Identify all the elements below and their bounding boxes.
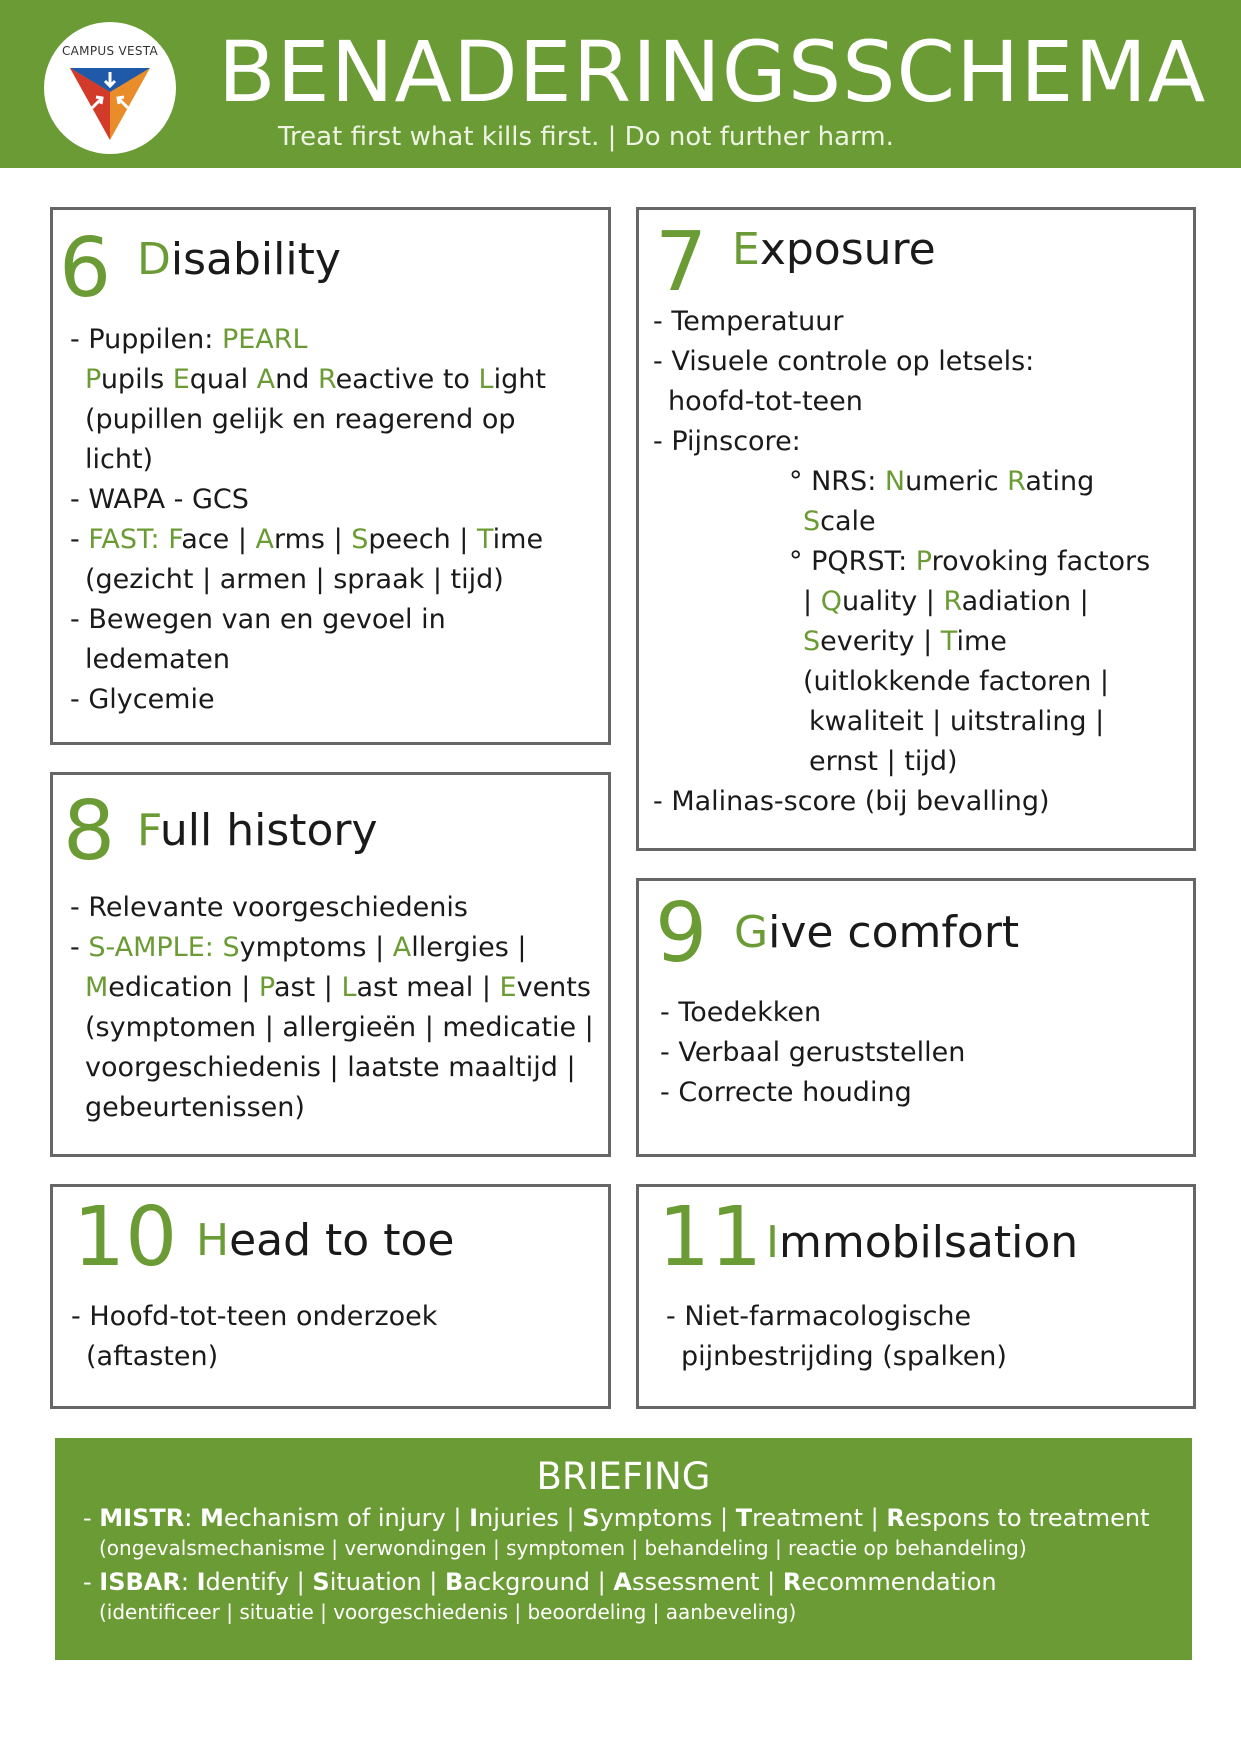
text-run: FAST: F [88,524,182,555]
card-body [653,302,1150,822]
text-run: eactive to [335,364,479,395]
text-run: ight [493,364,546,395]
text-run: ast | [274,972,342,1003]
card-title: Give comfort [734,907,1020,958]
text-run: PEARL [221,324,308,355]
text-run: P [85,364,101,395]
text-run: ° [789,546,812,577]
text-run: - Niet-farmacologische [666,1301,972,1332]
card-exposure [636,207,1196,851]
card-line [666,1297,1007,1337]
text-run: vents [516,972,591,1003]
card-line [71,1297,437,1337]
text-run: njuries | [478,1504,583,1532]
campus-vesta-logo [44,22,176,154]
text-run: pijnbestrijding (spalken) [681,1341,1007,1372]
text-run: ime [492,524,544,555]
text-run: S-AMPLE: S [88,932,240,963]
card-line [653,382,1150,422]
card-line [70,320,546,360]
text-run: ernst | tijd) [809,746,958,777]
text-run: S [803,626,821,657]
text-run: R [886,1504,905,1532]
card-line [653,542,1150,582]
card-line [653,662,1150,702]
text-run: umeric [905,466,1008,497]
text-run: S [312,1568,330,1596]
text-run: P [915,546,932,577]
text-run: - [83,1504,100,1532]
text-run: - Visuele controle op letsels: [653,346,1035,377]
card-line [653,422,1150,462]
text-run: - [83,1568,100,1596]
card-full-history [50,772,611,1157]
text-run: ace | [181,524,256,555]
text-run: I [469,1504,478,1532]
card-title: Full history [137,805,378,856]
briefing-panel [55,1438,1192,1660]
card-body [70,320,546,720]
card-line [70,968,594,1008]
text-run: everity | [820,626,941,657]
page-subtitle: Treat first what kills first. | Do not further harm. [278,122,894,152]
text-run: - Puppilen: [70,324,222,355]
card-line [70,520,546,560]
text-run: A [256,364,276,395]
text-run: R [1007,466,1026,497]
text-run: - Correcte houding [660,1077,912,1108]
page-title: BENADERINGSSCHEMA [218,23,1207,121]
card-line [653,462,1150,502]
briefing-isbar-translation: (identificeer | situatie | voorgeschiedenis | beoordeling | aanbeveling) [99,1600,797,1624]
text-run: - Pijnscore: [653,426,801,457]
text-run: ymptoms | [239,932,393,963]
step-number: 10 [73,1190,178,1285]
text-run: hoofd-tot-teen [668,386,863,417]
text-run: A [392,932,412,963]
text-run: ast meal | [356,972,500,1003]
card-line [70,560,546,600]
card-line [660,1073,965,1113]
text-run: edication | [108,972,259,1003]
text-run: T [477,524,493,555]
card-immobilsation [636,1184,1196,1409]
text-run: ledematen [85,644,231,675]
card-line [70,480,546,520]
text-run: kwaliteit | uitstraling | [809,706,1105,737]
card-body [70,888,594,1128]
text-run: B [445,1568,464,1596]
card-line [660,1033,965,1073]
text-run: R [782,1568,802,1596]
card-line [660,993,965,1033]
logo-text: CAMPUS VESTA [61,44,158,58]
text-run: MISTR [99,1504,185,1532]
text-run: licht) [85,444,154,475]
card-title: Disability [137,234,341,285]
text-run: ating [1025,466,1095,497]
card-line [70,440,546,480]
text-run: - Hoofd-tot-teen onderzoek [71,1301,438,1332]
text-run: qual [189,364,257,395]
text-run: voorgeschiedenis | laatste maaltijd | [85,1052,576,1083]
text-run: T [940,626,957,657]
text-run: A [255,524,274,555]
card-line [653,302,1150,342]
text-run: (uitlokkende factoren | [803,666,1110,697]
text-run: : [898,546,916,577]
text-run: S [582,1504,600,1532]
text-run: N [884,466,906,497]
text-run: reatment | [752,1504,887,1532]
card-line [70,360,546,400]
card-title: Immobilsation [766,1217,1079,1268]
text-run: ymptoms | [599,1504,736,1532]
card-line [653,582,1150,622]
briefing-mistr [83,1502,1150,1534]
text-run: uality | [841,586,944,617]
text-run: L [478,364,494,395]
card-give-comfort [636,878,1196,1157]
text-run: nd [275,364,318,395]
text-run: L [341,972,357,1003]
text-run: : [184,1504,200,1532]
card-body [660,993,965,1113]
text-run: upils [100,364,173,395]
step-number: 6 [59,221,112,316]
briefing-isbar [83,1566,997,1598]
text-run: ISBAR [99,1568,181,1596]
card-line [70,640,546,680]
text-run: Q [820,586,842,617]
card-line [653,782,1150,822]
card-line [666,1337,1007,1377]
text-run: : [867,466,885,497]
text-run: I [196,1568,206,1596]
text-run: T [735,1504,753,1532]
text-run: M [85,972,109,1003]
text-run: P [258,972,274,1003]
text-run: S [351,524,369,555]
briefing-title: BRIEFING [536,1455,711,1498]
text-run: - Bewegen van en gevoel in [70,604,446,635]
text-run: - [70,524,89,555]
card-line [70,400,546,440]
text-run: (gezicht | armen | spraak | tijd) [85,564,504,595]
text-run: | [803,586,821,617]
text-run: R [318,364,336,395]
text-run: gebeurtenissen) [85,1092,305,1123]
text-run: adiation | [961,586,1089,617]
card-line [653,502,1150,542]
card-body [666,1297,1007,1377]
text-run: - Toedekken [660,997,822,1028]
text-run: R [943,586,962,617]
card-line [70,680,546,720]
text-run: - Malinas-score (bij bevalling) [653,786,1050,817]
text-run: M [199,1504,224,1532]
text-run: E [172,364,190,395]
text-run: cale [820,506,876,537]
text-run: NRS [811,466,868,497]
text-run: - Temperatuur [653,306,844,337]
text-run: ecommendation [801,1568,997,1596]
text-run: (symptomen | allergieën | medicatie | [85,1012,594,1043]
card-line [70,928,594,968]
card-disability [50,207,611,745]
card-title: Exposure [732,224,936,275]
step-number: 9 [655,886,708,981]
briefing-mistr-translation: (ongevalsmechanisme | verwondingen | symptomen | behandeling | reactie op behandeling) [99,1536,1027,1560]
text-run: ime [956,626,1007,657]
card-line [70,600,546,640]
step-number: 11 [658,1190,763,1285]
card-body [71,1297,437,1377]
text-run: (pupillen gelijk en reagerend op [85,404,516,435]
text-run: - Relevante voorgeschiedenis [70,892,468,923]
text-run: - Verbaal geruststellen [660,1037,966,1068]
logo-triangle-icon [70,64,150,140]
text-run: - Glycemie [70,684,215,715]
text-run: (aftasten) [86,1341,219,1372]
card-line [653,622,1150,662]
text-run: S [803,506,821,537]
card-line [70,1088,594,1128]
card-line [70,1048,594,1088]
card-line [70,1008,594,1048]
text-run: echanism of injury | [223,1504,470,1532]
card-line [70,888,594,928]
text-run: llergies | [411,932,527,963]
text-run: : [180,1568,197,1596]
text-run: ituation | [329,1568,445,1596]
step-number: 7 [655,215,708,310]
text-run: peech | [368,524,477,555]
text-run: E [499,972,517,1003]
text-run: PQRST [811,546,899,577]
text-run: - WAPA - GCS [70,484,249,515]
header-banner [0,0,1241,168]
card-line [71,1337,437,1377]
text-run: rovoking factors [931,546,1151,577]
text-run: ackground | [463,1568,614,1596]
card-title: Head to toe [196,1215,455,1266]
text-run: espons to treatment [904,1504,1150,1532]
text-run: rms | [274,524,352,555]
card-line [653,342,1150,382]
text-run: ssessment | [631,1568,783,1596]
text-run: dentify | [205,1568,313,1596]
card-line [653,742,1150,782]
text-run: - [70,932,89,963]
card-line [653,702,1150,742]
text-run: ° [789,466,812,497]
text-run: A [613,1568,632,1596]
step-number: 8 [63,784,116,879]
card-head-to-toe [50,1184,611,1409]
